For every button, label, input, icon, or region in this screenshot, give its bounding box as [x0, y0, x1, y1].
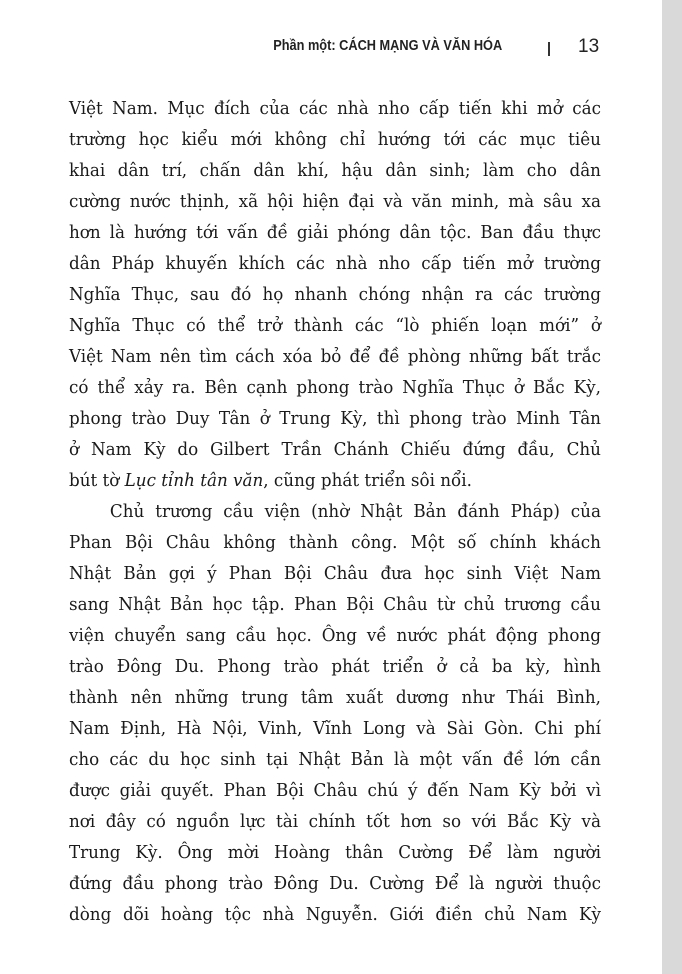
text-line: phong trào Duy Tân ở Trung Kỳ, thì phong trào Minh Tân [69, 408, 601, 429]
text-line-last [69, 465, 601, 496]
text-line: ở Nam Kỳ do Gilbert Trần Chánh Chiếu đứng đầu, Chủ [69, 439, 601, 460]
text-line: thành nên những trung tâm xuất dương như Thái Bình, [69, 687, 601, 708]
text-prefix: bút tờ [69, 470, 125, 491]
text-line: Việt Nam. Mục đích của các nhà nho cấp tiến khi mở các [69, 98, 601, 119]
text-line: sang Nhật Bản học tập. Phan Bội Châu từ chủ trương cầu [69, 594, 601, 615]
running-header [0, 36, 662, 62]
text-line: có thể xảy ra. Bên cạnh phong trào Nghĩa Thục ở Bắc Kỳ, [69, 377, 601, 398]
header-separator [548, 42, 550, 56]
body-text [69, 93, 601, 930]
text-line: dòng dõi hoàng tộc nhà Nguyễn. Giới điền chủ Nam Kỳ [69, 904, 601, 925]
text-line: Nghĩa Thục, sau đó họ nhanh chóng nhận ra các trường [69, 284, 601, 305]
text-line: Phan Bội Châu không thành công. Một số chính khách [69, 532, 601, 553]
page-number: 13 [578, 36, 600, 57]
text-line: nơi đây có nguồn lực tài chính tốt hơn so với Bắc Kỳ và [69, 811, 601, 832]
newspaper-title: Lục tỉnh tân văn [124, 470, 264, 491]
text-line: Trung Kỳ. Ông mời Hoàng thân Cường Để làm người [69, 842, 601, 863]
text-line: Nam Định, Hà Nội, Vinh, Vĩnh Long và Sài Gòn. Chi phí [69, 718, 601, 739]
text-suffix: , cũng phát triển sôi nổi. [263, 470, 472, 491]
text-line: Việt Nam nên tìm cách xóa bỏ để đề phòng những bất trắc [69, 346, 601, 367]
text-line: Chủ trương cầu viện (nhờ Nhật Bản đánh Pháp) của [109, 501, 601, 522]
text-line: trào Đông Du. Phong trào phát triển ở cả ba kỳ, hình [69, 656, 601, 677]
text-line: Nhật Bản gợi ý Phan Bội Châu đưa học sinh Việt Nam [69, 563, 601, 584]
text-line: Nghĩa Thục có thể trở thành các “lò phiến loạn mới” ở [69, 315, 601, 336]
text-line: đứng đầu phong trào Đông Du. Cường Để là người thuộc [69, 873, 601, 894]
text-line: viện chuyển sang cầu học. Ông về nước phát động phong [69, 625, 601, 646]
text-line: cường nước thịnh, xã hội hiện đại và văn minh, mà sâu xa [69, 191, 601, 212]
header-title: Phần một: CÁCH MẠNG VÀ VĂN HÓA [273, 38, 502, 54]
text-line: trường học kiểu mới không chỉ hướng tới các mục tiêu [69, 129, 601, 150]
text-line: khai dân trí, chấn dân khí, hậu dân sinh; làm cho dân [69, 160, 601, 181]
text-line: cho các du học sinh tại Nhật Bản là một vấn đề lớn cần [69, 749, 601, 770]
text-line: hơn là hướng tới vấn đề giải phóng dân tộc. Ban đầu thực [69, 222, 601, 243]
page-edge [662, 0, 682, 974]
text-line: dân Pháp khuyến khích các nhà nho cấp tiến mở trường [69, 253, 601, 274]
text-line: được giải quyết. Phan Bội Châu chú ý đến Nam Kỳ bởi vì [69, 780, 601, 801]
